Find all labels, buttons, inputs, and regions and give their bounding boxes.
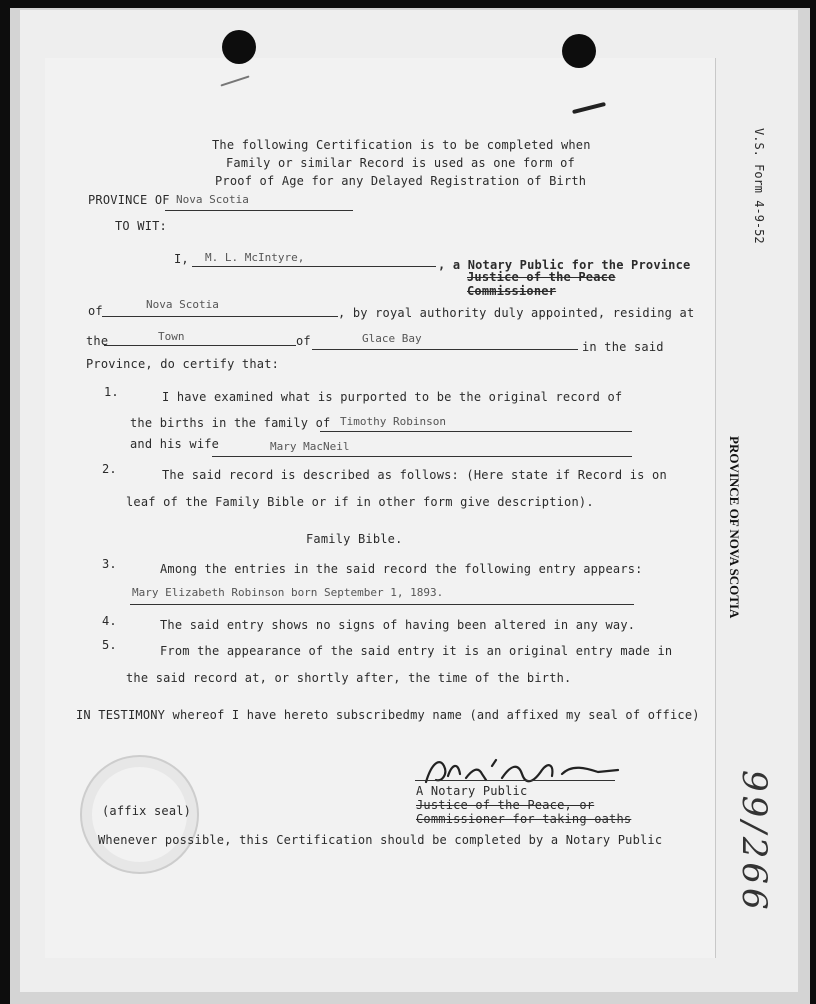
of-suffix: , by royal authority duly appointed, residing at (338, 306, 695, 320)
declarant-underline (192, 266, 436, 267)
item-2-number: 2. (102, 462, 117, 476)
item-5-number: 5. (102, 638, 117, 652)
locality-type: Town (158, 330, 185, 343)
locality-type-underline (104, 345, 296, 346)
locality-place-underline (312, 349, 578, 350)
item-3-line-1: Among the entries in the said record the following entry appears: (160, 562, 643, 576)
to-wit-label: TO WIT: (115, 219, 167, 233)
wife-name: Mary MacNeil (270, 440, 350, 453)
item-2-line-2: leaf of the Family Bible or if in other form give description). (126, 495, 594, 509)
record-description: Family Bible. (306, 532, 403, 546)
family-name: Timothy Robinson (340, 415, 446, 428)
item-4-number: 4. (102, 614, 117, 628)
item-5-line-2: the said record at, or shortly after, the time of the birth. (126, 671, 572, 685)
item-1-number: 1. (104, 385, 119, 399)
affix-seal-label: (affix seal) (102, 804, 192, 818)
item-3-number: 3. (102, 557, 117, 571)
the-label: the (86, 334, 109, 348)
birth-entry: Mary Elizabeth Robinson born September 1, 1893. (132, 586, 444, 599)
header-line-2: Family or similar Record is used as one form of (226, 156, 575, 170)
notary-title: A Notary Public (416, 784, 528, 798)
of-value: Nova Scotia (146, 298, 219, 311)
wife-underline (212, 456, 632, 457)
item-1-line-1: I have examined what is purported to be the original record of (162, 390, 623, 404)
footer-note: Whenever possible, this Certification should be completed by a Notary Public (98, 833, 663, 847)
testimony-clause: IN TESTIMONY whereof I have hereto subscribedmy name (and affixed my seal of office) (76, 708, 700, 722)
of-label: of (88, 304, 103, 318)
form-number: V.S. Form 4-9-52 (752, 128, 766, 244)
struck-commissioner: Commissioner (467, 284, 557, 298)
of-underline (102, 316, 338, 317)
item-1-line-3: and his wife (130, 437, 220, 451)
punch-hole-left (222, 30, 256, 64)
province-label: PROVINCE OF (88, 193, 170, 207)
the-suffix: in the said (582, 340, 664, 354)
the-of-label: of (296, 334, 311, 348)
declarant-prefix: I, (174, 252, 189, 266)
entry-underline (130, 604, 634, 605)
punch-hole-right (562, 34, 596, 68)
item-2-line-1: The said record is described as follows: (Here state if Record is on (162, 468, 667, 482)
family-underline (320, 431, 632, 432)
locality-place: Glace Bay (362, 332, 422, 345)
declarant-office: , a Notary Public for the Province (438, 258, 691, 272)
struck-commissioner-sig: Commissioner for taking oaths (416, 812, 632, 826)
province-stamp: PROVINCE OF NOVA SCOTIA (727, 436, 742, 619)
struck-justice: Justice of the Peace (467, 270, 616, 284)
struck-justice-sig: Justice of the Peace, or (416, 798, 595, 812)
province-value: Nova Scotia (176, 193, 249, 206)
certify-statement: Province, do certify that: (86, 357, 280, 371)
item-1-line-2: the births in the family of (130, 416, 331, 430)
declarant-name: M. L. McIntyre, (205, 251, 305, 264)
item-4-text: The said entry shows no signs of having been altered in any way. (160, 618, 636, 632)
signature-line (415, 780, 615, 781)
item-5-line-1: From the appearance of the said entry it is an original entry made in (160, 644, 673, 658)
header-line-3: Proof of Age for any Delayed Registration of Birth (215, 174, 587, 188)
header-line-1: The following Certification is to be completed when (212, 138, 591, 152)
file-number: 99/266 (734, 770, 774, 914)
province-underline (165, 210, 353, 211)
